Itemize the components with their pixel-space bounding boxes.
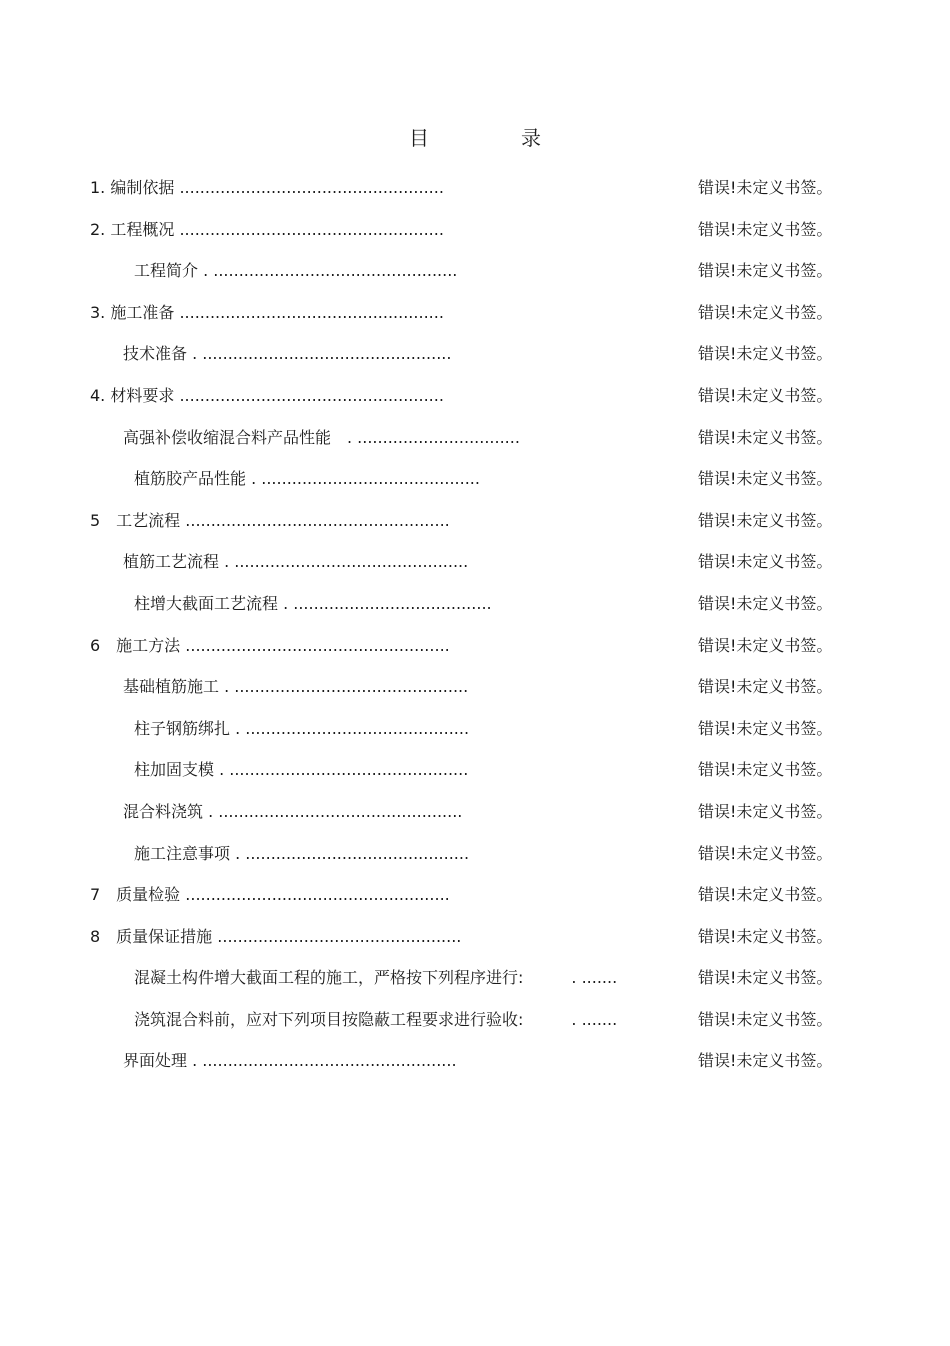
toc-entry-label: 技术准备 . ................................................. bbox=[123, 344, 452, 364]
toc-entry-label: 5 工艺流程 .................................................... bbox=[90, 510, 450, 530]
toc-entry[interactable] bbox=[0, 1047, 950, 1089]
toc-entry-page: 错误!未定义书签。 bbox=[698, 593, 833, 613]
toc-entry-label: 4. 材料要求 .................................................... bbox=[90, 385, 444, 405]
toc-entry-page: 错误!未定义书签。 bbox=[698, 178, 833, 197]
toc-entry-label: 3. 施工准备 .................................................... bbox=[90, 302, 444, 322]
toc-entry-label: 混凝土构件增大截面工程的施工，严格按下列程序进行: . ....... bbox=[134, 968, 618, 988]
toc-entry[interactable] bbox=[0, 673, 950, 715]
toc-list bbox=[0, 174, 950, 1089]
toc-entry[interactable] bbox=[0, 507, 950, 549]
toc-entry-page: 错误!未定义书签。 bbox=[698, 469, 833, 489]
toc-entry-label: 8 质量保证措施 ................................................ bbox=[90, 926, 462, 946]
toc-entry-label: 高强补偿收缩混合料产品性能 . ................................ bbox=[123, 427, 520, 447]
toc-entry-page: 错误!未定义书签。 bbox=[698, 760, 833, 780]
toc-entry-page: 错误!未定义书签。 bbox=[698, 968, 833, 988]
toc-entry-page: 错误!未定义书签。 bbox=[698, 1009, 833, 1029]
toc-entry-label: 施工注意事项 . ............................................ bbox=[134, 843, 470, 863]
toc-entry[interactable] bbox=[0, 756, 950, 798]
toc-entry-page: 错误!未定义书签。 bbox=[698, 302, 833, 322]
toc-entry-label: 混合料浇筑 . ................................................ bbox=[123, 801, 463, 821]
toc-entry[interactable] bbox=[0, 964, 950, 1006]
toc-entry-label: 7 质量检验 .................................................... bbox=[90, 885, 450, 905]
toc-entry[interactable] bbox=[0, 798, 950, 840]
toc-entry-label: 工程简介 . ................................................ bbox=[134, 261, 458, 281]
toc-entry-page: 错误!未定义书签。 bbox=[698, 926, 833, 946]
toc-entry-label: 界面处理 . .................................................. bbox=[123, 1051, 457, 1071]
toc-entry-page: 错误!未定义书签。 bbox=[698, 843, 833, 863]
toc-entry[interactable] bbox=[0, 715, 950, 757]
toc-entry[interactable] bbox=[0, 632, 950, 674]
toc-entry-page: 错误!未定义书签。 bbox=[698, 677, 833, 697]
toc-entry[interactable] bbox=[0, 216, 950, 258]
toc-entry-page: 错误!未定义书签。 bbox=[698, 385, 833, 405]
toc-entry[interactable] bbox=[0, 881, 950, 923]
toc-entry-page: 错误!未定义书签。 bbox=[698, 885, 833, 905]
toc-entry-label: 6 施工方法 .................................................... bbox=[90, 635, 450, 655]
toc-entry[interactable] bbox=[0, 840, 950, 882]
toc-entry[interactable] bbox=[0, 1006, 950, 1048]
toc-entry-label: 植筋工艺流程 . .............................................. bbox=[123, 552, 469, 572]
toc-entry-page: 错误!未定义书签。 bbox=[698, 219, 833, 239]
toc-entry-page: 错误!未定义书签。 bbox=[698, 1051, 833, 1071]
toc-entry[interactable] bbox=[0, 923, 950, 965]
toc-entry-label: 2. 工程概况 .................................................... bbox=[90, 219, 444, 239]
toc-entry-page: 错误!未定义书签。 bbox=[698, 552, 833, 572]
toc-entry-page: 错误!未定义书签。 bbox=[698, 801, 833, 821]
toc-entry[interactable] bbox=[0, 590, 950, 632]
toc-entry[interactable] bbox=[0, 340, 950, 382]
toc-entry-label: 柱增大截面工艺流程 . ....................................... bbox=[134, 593, 492, 613]
toc-entry-label: 浇筑混合料前，应对下列项目按隐蔽工程要求进行验收: . ....... bbox=[134, 1009, 618, 1029]
toc-entry-page: 错误!未定义书签。 bbox=[698, 718, 833, 738]
toc-entry[interactable] bbox=[0, 548, 950, 590]
toc-entry-page: 错误!未定义书签。 bbox=[698, 427, 833, 447]
toc-entry-page: 错误!未定义书签。 bbox=[698, 261, 833, 281]
toc-entry[interactable] bbox=[0, 465, 950, 507]
toc-entry-page: 错误!未定义书签。 bbox=[698, 635, 833, 655]
toc-entry-label: 植筋胶产品性能 . ........................................... bbox=[134, 469, 480, 489]
toc-entry[interactable] bbox=[0, 424, 950, 466]
toc-entry-page: 错误!未定义书签。 bbox=[698, 344, 833, 364]
toc-entry-label: 基础植筋施工 . .............................................. bbox=[123, 677, 469, 697]
toc-entry[interactable] bbox=[0, 299, 950, 341]
toc-entry-page: 错误!未定义书签。 bbox=[698, 510, 833, 530]
toc-entry[interactable] bbox=[0, 174, 950, 216]
toc-entry-label: 柱子钢筋绑扎 . ............................................ bbox=[134, 718, 470, 738]
toc-entry-label: 1. 编制依据 .................................................... bbox=[90, 178, 444, 197]
toc-entry[interactable] bbox=[0, 257, 950, 299]
toc-entry[interactable] bbox=[0, 382, 950, 424]
toc-entry-label: 柱加固支模 . ............................................... bbox=[134, 760, 469, 780]
toc-title: 目 录 bbox=[409, 126, 577, 150]
